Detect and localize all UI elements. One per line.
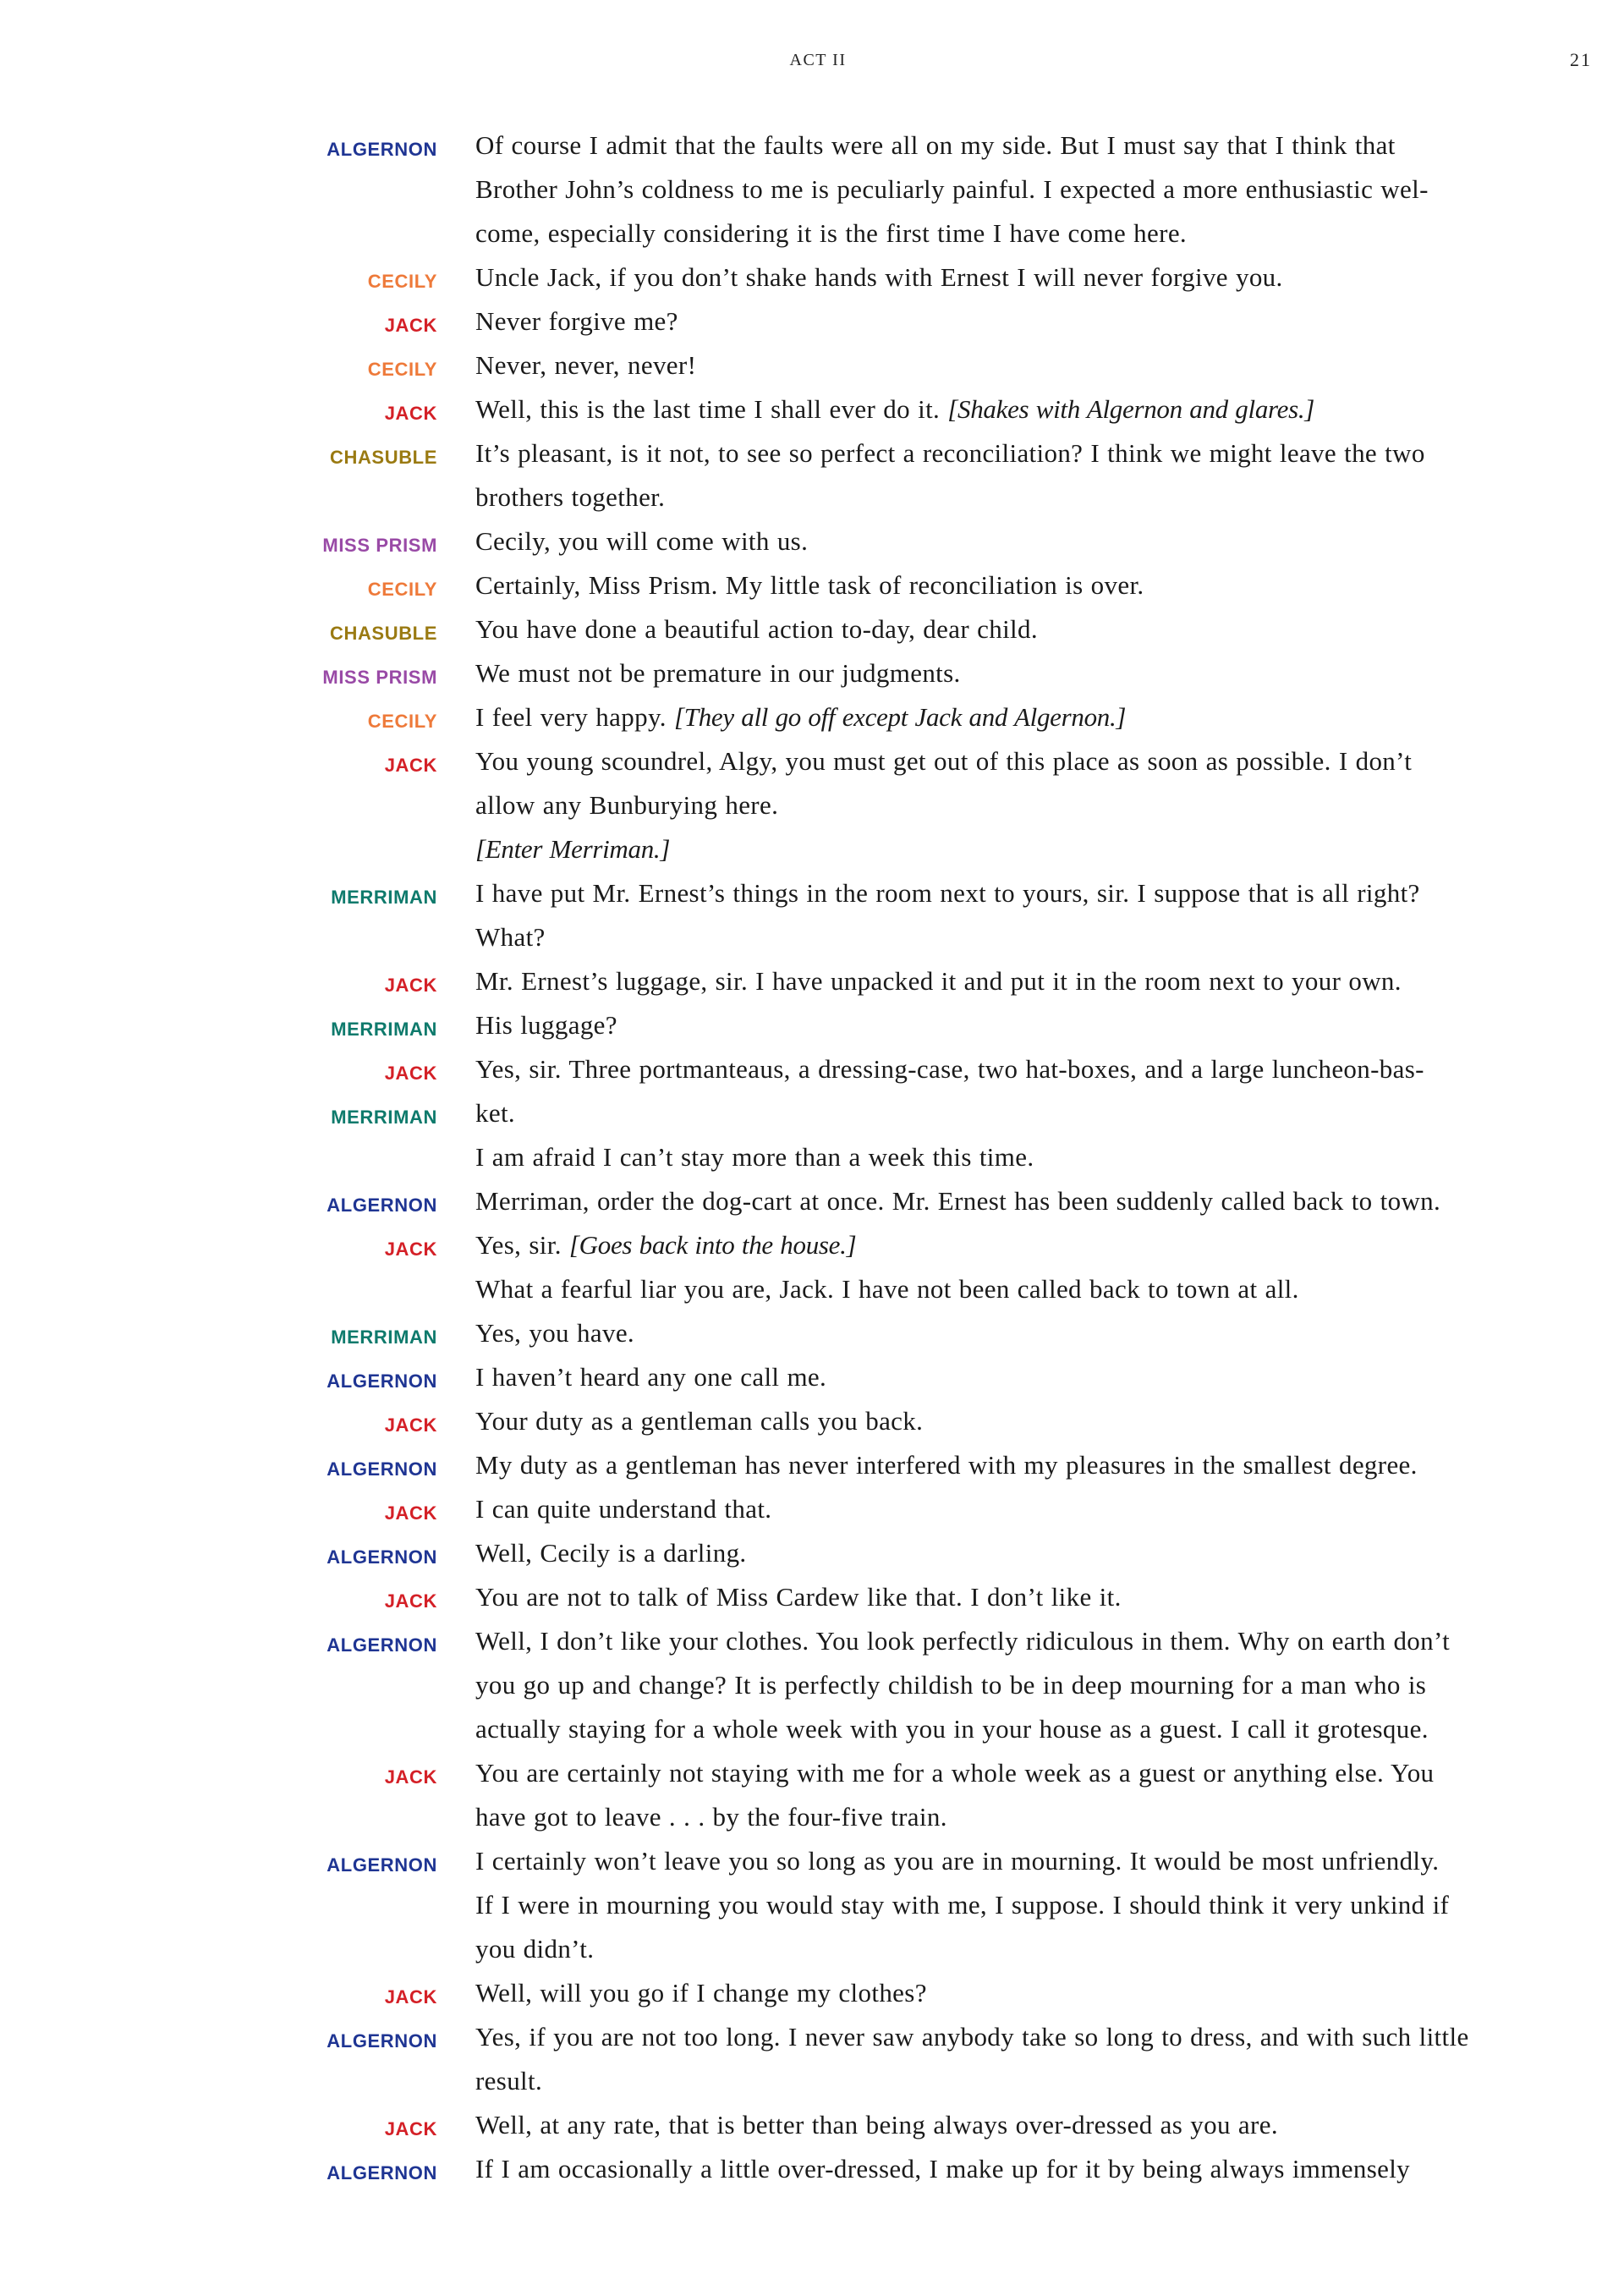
dialogue-text (475, 394, 1314, 425)
script-line (0, 1623, 1624, 1667)
dialogue-words: You are not to talk of Miss Cardew like that. I don’t like it. (475, 1582, 1122, 1612)
speaker-name: CHASUBLE (329, 623, 437, 644)
dialogue-words: Your duty as a gentleman calls you back. (475, 1406, 924, 1436)
dialogue-text (475, 1582, 1122, 1612)
script-line (0, 1315, 1624, 1359)
script-line (0, 1447, 1624, 1491)
speaker-name: CECILY (367, 359, 437, 380)
dialogue-words: You are certainly not staying with me for a whole week as a guest or anything else. You (475, 1758, 1435, 1788)
dialogue-text (475, 1978, 927, 2008)
dialogue-text (475, 614, 1038, 645)
script-line (0, 567, 1624, 611)
dialogue-words: I am afraid I can’t stay more than a week this time. (475, 1142, 1034, 1172)
dialogue-words: I feel very happy. (475, 702, 675, 732)
dialogue-words: Well, I don’t like your clothes. You look perfectly ridiculous in them. Why on earth don’t (475, 1626, 1451, 1656)
running-head: ACT II (789, 51, 847, 69)
script-line (0, 1183, 1624, 1227)
script-line (0, 1535, 1624, 1579)
speaker-name: MISS PRISM (322, 535, 437, 556)
speaker-name: JACK (384, 1063, 437, 1084)
speaker-name: JACK (384, 315, 437, 336)
dialogue-text (475, 834, 670, 865)
dialogue-text (475, 1230, 856, 1261)
dialogue-text (475, 1626, 1450, 1656)
dialogue-words: come, especially considering it is the first time I have come here. (475, 218, 1188, 248)
speaker-name: JACK (384, 1766, 437, 1788)
dialogue-text (475, 878, 1420, 909)
speaker-name: MERRIMAN (331, 887, 437, 908)
dialogue-words: I haven’t heard any one call me. (475, 1362, 827, 1392)
dialogue-words: Well, will you go if I change my clothes? (475, 1978, 927, 2008)
dialogue-text (475, 1098, 515, 1129)
script-line (0, 2150, 1624, 2194)
dialogue-words: You have done a beautiful action to-day, dear child. (475, 614, 1038, 644)
dialogue-text (475, 2022, 1469, 2052)
dialogue-text (475, 1318, 634, 1348)
script-line (0, 831, 1624, 875)
script-line (0, 2019, 1624, 2063)
dialogue-words: His luggage? (475, 1010, 617, 1040)
script-line (0, 259, 1624, 303)
speaker-name: JACK (384, 1414, 437, 1436)
dialogue-text (475, 922, 546, 953)
dialogue-text (475, 746, 1412, 777)
dialogue-words: Never, never, never! (475, 350, 697, 380)
script-line (0, 1931, 1624, 1975)
dialogue-text (475, 482, 665, 513)
stage-direction: [Shakes with Algernon and glares.] (947, 394, 1315, 424)
script-line (0, 479, 1624, 523)
script-line (0, 1403, 1624, 1447)
script-line (0, 1139, 1624, 1183)
dialogue-words: My duty as a gentleman has never interfered with my pleasures in the smallest degree. (475, 1450, 1418, 1480)
dialogue-text (475, 1450, 1418, 1480)
dialogue-words: Well, Cecily is a darling. (475, 1538, 747, 1568)
script-line (0, 391, 1624, 435)
speaker-name: JACK (384, 1502, 437, 1524)
dialogue-text (475, 1494, 771, 1524)
speaker-name: ALGERNON (326, 1634, 437, 1656)
speaker-name: JACK (384, 1239, 437, 1260)
dialogue-words: I certainly won’t leave you so long as you are in mourning. It would be most unfriendly. (475, 1846, 1440, 1876)
dialogue-words: Well, this is the last time I shall ever do it. (475, 394, 948, 424)
dialogue-words: If I am occasionally a little over-dressed, I make up for it by being always immensely (475, 2154, 1411, 2183)
speaker-name: ALGERNON (326, 2030, 437, 2052)
script-line (0, 1755, 1624, 1799)
script-line (0, 875, 1624, 919)
dialogue-words: It’s pleasant, is it not, to see so perfect a reconciliation? I think we might leave the two (475, 438, 1425, 468)
play-script (0, 127, 1624, 2194)
dialogue-text (475, 1670, 1426, 1700)
speaker-name: ALGERNON (326, 139, 437, 160)
dialogue-text (475, 1934, 594, 1964)
script-line (0, 699, 1624, 743)
dialogue-words: Cecily, you will come with us. (475, 526, 809, 556)
dialogue-words: Yes, sir. Three portmanteaus, a dressing-case, two hat-boxes, and a large luncheon-bas- (475, 1054, 1424, 1084)
speaker-name: ALGERNON (326, 1546, 437, 1568)
dialogue-text (475, 1406, 923, 1436)
speaker-name: MERRIMAN (331, 1107, 437, 1128)
dialogue-text (475, 658, 961, 689)
dialogue-words: Yes, if you are not too long. I never saw anybody take so long to dress, and with such little (475, 2022, 1469, 2052)
dialogue-words: brothers together. (475, 482, 666, 512)
speaker-name: JACK (384, 1986, 437, 2008)
dialogue-words: I have put Mr. Ernest’s things in the room next to yours, sir. I suppose that is all right? (475, 878, 1420, 908)
script-line (0, 1579, 1624, 1623)
script-line (0, 215, 1624, 259)
dialogue-words: result. (475, 2066, 543, 2096)
dialogue-text (475, 174, 1429, 205)
script-line (0, 1271, 1624, 1315)
dialogue-text (475, 1758, 1434, 1788)
dialogue-words: Of course I admit that the faults were all on my side. But I must say that I think that (475, 130, 1396, 160)
script-line (0, 1007, 1624, 1051)
speaker-name: ALGERNON (326, 1195, 437, 1216)
speaker-name: CECILY (367, 579, 437, 600)
dialogue-text (475, 1802, 947, 1832)
dialogue-words: actually staying for a whole week with you in your house as a guest. I call it grotesque. (475, 1714, 1429, 1744)
speaker-name: MERRIMAN (331, 1327, 437, 1348)
dialogue-words: I can quite understand that. (475, 1494, 772, 1524)
script-line (0, 743, 1624, 787)
speaker-name: JACK (384, 975, 437, 996)
dialogue-text (475, 350, 696, 381)
speaker-name: CECILY (367, 271, 437, 292)
script-line (0, 1051, 1624, 1095)
script-line (0, 2063, 1624, 2106)
dialogue-text (475, 1010, 617, 1041)
speaker-name: CHASUBLE (329, 447, 437, 468)
dialogue-words: Brother John’s coldness to me is peculiarly painful. I expected a more enthusiastic wel- (475, 174, 1429, 204)
script-line (0, 2106, 1624, 2150)
speaker-name: JACK (384, 755, 437, 776)
script-line (0, 1095, 1624, 1139)
script-line (0, 1887, 1624, 1931)
script-line (0, 347, 1624, 391)
dialogue-text (475, 1538, 747, 1568)
page-number: 21 (1570, 49, 1592, 70)
dialogue-words: Uncle Jack, if you don’t shake hands with Ernest I will never forgive you. (475, 262, 1283, 292)
speaker-name: MISS PRISM (322, 667, 437, 688)
dialogue-words: Never forgive me? (475, 306, 678, 336)
dialogue-words: allow any Bunburying here. (475, 790, 779, 820)
script-line (0, 303, 1624, 347)
dialogue-words: Certainly, Miss Prism. My little task of reconciliation is over. (475, 570, 1144, 600)
dialogue-text (475, 966, 1402, 997)
script-line (0, 655, 1624, 699)
script-line (0, 1227, 1624, 1271)
dialogue-text (475, 130, 1396, 161)
dialogue-words: Merriman, order the dog-cart at once. Mr. Ernest has been suddenly called back to town. (475, 1186, 1441, 1216)
script-line (0, 1799, 1624, 1843)
dialogue-words: What? (475, 922, 546, 952)
speaker-name: ALGERNON (326, 1854, 437, 1876)
dialogue-words: Yes, sir. (475, 1230, 569, 1260)
dialogue-text (475, 526, 808, 557)
script-line (0, 963, 1624, 1007)
stage-direction: [Goes back into the house.] (568, 1230, 857, 1260)
stage-direction: [They all go off except Jack and Algernon.] (674, 702, 1127, 732)
dialogue-text (475, 2110, 1278, 2140)
script-line (0, 611, 1624, 655)
dialogue-text (475, 1890, 1449, 1920)
dialogue-words: you go up and change? It is perfectly childish to be in deep mourning for a man who is (475, 1670, 1427, 1700)
dialogue-text (475, 1362, 826, 1392)
dialogue-words: You young scoundrel, Algy, you must get out of this place as soon as possible. I don’t (475, 746, 1413, 776)
script-line (0, 787, 1624, 831)
script-line (0, 1843, 1624, 1887)
dialogue-words: Yes, you have. (475, 1318, 635, 1348)
dialogue-words: What a fearful liar you are, Jack. I have not been called back to town at all. (475, 1274, 1299, 1304)
speaker-name: MERRIMAN (331, 1019, 437, 1040)
speaker-name: ALGERNON (326, 1458, 437, 1480)
dialogue-words: ket. (475, 1098, 516, 1128)
script-line (0, 1667, 1624, 1711)
speaker-name: JACK (384, 2118, 437, 2139)
script-line (0, 523, 1624, 567)
dialogue-words: have got to leave . . . by the four-five train. (475, 1802, 947, 1832)
script-line (0, 1491, 1624, 1535)
dialogue-text (475, 790, 778, 821)
dialogue-text (475, 1142, 1034, 1173)
dialogue-text (475, 1846, 1439, 1876)
dialogue-text (475, 218, 1187, 249)
dialogue-text (475, 1054, 1424, 1085)
script-line (0, 919, 1624, 963)
dialogue-text (475, 438, 1425, 469)
dialogue-text (475, 1714, 1429, 1744)
script-line (0, 1359, 1624, 1403)
script-line (0, 435, 1624, 479)
dialogue-words: If I were in mourning you would stay with me, I suppose. I should think it very unkind if (475, 1890, 1450, 1920)
dialogue-words: you didn’t. (475, 1934, 595, 1964)
speaker-name: CECILY (367, 711, 437, 732)
speaker-name: ALGERNON (326, 2162, 437, 2183)
script-line (0, 1711, 1624, 1755)
dialogue-text (475, 1274, 1299, 1305)
stage-direction: [Enter Merriman.] (475, 834, 671, 864)
script-line (0, 1975, 1624, 2019)
speaker-name: JACK (384, 1590, 437, 1612)
dialogue-words: Well, at any rate, that is better than being always over-dressed as you are. (475, 2110, 1278, 2139)
dialogue-words: Mr. Ernest’s luggage, sir. I have unpacked it and put it in the room next to your own. (475, 966, 1402, 996)
dialogue-text (475, 306, 678, 337)
speaker-name: ALGERNON (326, 1370, 437, 1392)
dialogue-words: We must not be premature in our judgments. (475, 658, 961, 688)
dialogue-text (475, 570, 1144, 601)
script-line (0, 171, 1624, 215)
dialogue-text (475, 2154, 1410, 2184)
dialogue-text (475, 702, 1126, 733)
script-line (0, 127, 1624, 171)
dialogue-text (475, 262, 1283, 293)
speaker-name: JACK (384, 403, 437, 424)
dialogue-text (475, 1186, 1440, 1217)
dialogue-text (475, 2066, 542, 2096)
